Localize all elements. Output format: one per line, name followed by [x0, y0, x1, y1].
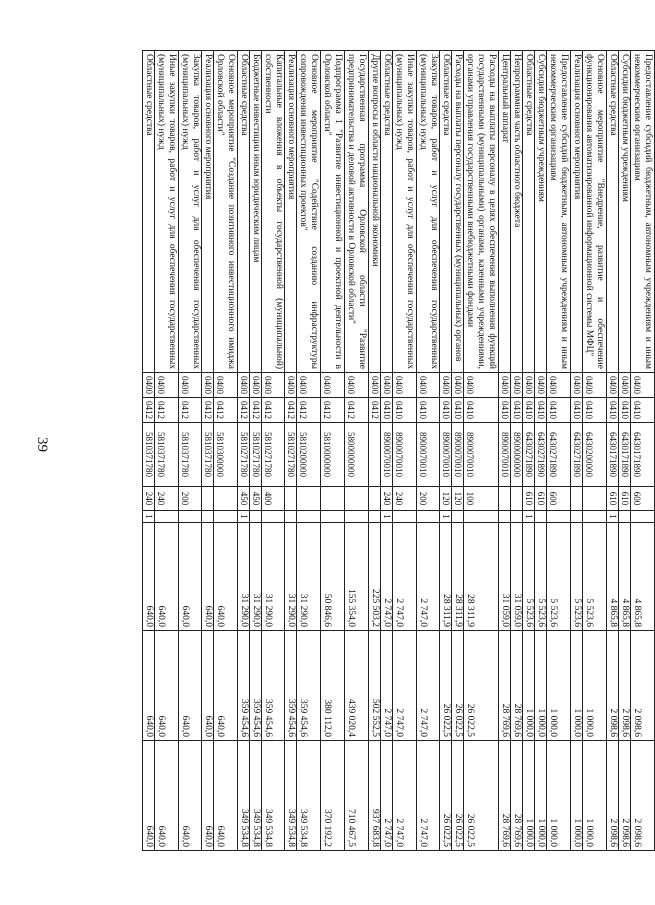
subsection-code: 0410: [631, 398, 655, 423]
source-mark: [452, 511, 464, 523]
table-row: [619, 51, 631, 851]
amount-year-1: 640,0: [155, 523, 179, 631]
target-article-code: 5810000000: [321, 423, 345, 487]
amount-year-2: 2 098,6: [631, 631, 655, 741]
amount-year-3: 349 534,8: [297, 741, 321, 851]
amount-year-3: 640,0: [202, 741, 214, 851]
amount-year-3: 370 192,2: [321, 741, 345, 851]
expense-type-code: 120: [440, 487, 452, 511]
row-name: Другие вопросы в области национальной экономики: [369, 51, 381, 373]
source-mark: [214, 511, 238, 523]
target-article-code: 6430271890: [547, 423, 571, 487]
amount-year-2: 640,0: [202, 631, 214, 741]
target-article-code: 8900070010: [417, 423, 440, 487]
table-row: [547, 51, 571, 851]
amount-year-2: 28 769,6: [511, 631, 523, 741]
section-code: 0400: [202, 373, 214, 398]
amount-year-1: 640,0: [202, 523, 214, 631]
target-article-code: 6430271890: [535, 423, 547, 487]
section-code: 0400: [381, 373, 393, 398]
row-name: Субсидии бюджетным учреждениям: [619, 51, 631, 373]
source-mark: [321, 511, 345, 523]
section-code: 0400: [393, 373, 417, 398]
section-code: 0400: [535, 373, 547, 398]
row-name: Государственная программа Орловской области "Развитие предпринимательства и деловой активности в Орловской области": [345, 51, 369, 373]
section-code: 0400: [297, 373, 321, 398]
row-name: Основное мероприятие "Создание позитивного инвестиционного имиджа Орловской области": [214, 51, 238, 373]
section-code: 0400: [143, 373, 155, 398]
amount-year-2: 28 769,6: [499, 631, 511, 741]
subsection-code: 0410: [440, 398, 452, 423]
source-mark: [262, 511, 285, 523]
expense-type-code: 450: [250, 487, 262, 511]
subsection-code: 0410: [464, 398, 499, 423]
table-row: [499, 51, 511, 851]
source-mark: [297, 511, 321, 523]
amount-year-3: 349 534,8: [238, 741, 250, 851]
rotated-page-area: [70, 50, 655, 850]
subsection-code: 0410: [452, 398, 464, 423]
amount-year-1: 4 865,8: [619, 523, 631, 631]
subsection-code: 0412: [345, 398, 369, 423]
expense-type-code: 120: [452, 487, 464, 511]
section-code: 0400: [547, 373, 571, 398]
target-article-code: 5810371780: [155, 423, 179, 487]
subsection-code: 0412: [285, 398, 297, 423]
amount-year-1: 640,0: [143, 523, 155, 631]
source-mark: [417, 511, 440, 523]
section-code: 0400: [571, 373, 583, 398]
amount-year-1: 5 523,6: [571, 523, 583, 631]
target-article-code: 8900070010: [381, 423, 393, 487]
target-article-code: 5810271780: [250, 423, 262, 487]
amount-year-1: 225 503,2: [369, 523, 381, 631]
subsection-code: 0410: [417, 398, 440, 423]
amount-year-2: 380 112,0: [321, 631, 345, 741]
source-mark: [547, 511, 571, 523]
amount-year-1: 28 311,9: [452, 523, 464, 631]
amount-year-2: 26 022,5: [452, 631, 464, 741]
subsection-code: 0410: [393, 398, 417, 423]
expense-type-code: 610: [535, 487, 547, 511]
page-number: 39: [34, 437, 50, 452]
table-row: [583, 51, 607, 851]
subsection-code: 0410: [511, 398, 523, 423]
amount-year-1: 50 846,6: [321, 523, 345, 631]
source-mark: [285, 511, 297, 523]
section-code: 0400: [417, 373, 440, 398]
source-mark: [345, 511, 369, 523]
subsection-code: 0410: [523, 398, 535, 423]
amount-year-3: 349 534,8: [262, 741, 285, 851]
table-row: [393, 51, 417, 851]
section-code: 0400: [238, 373, 250, 398]
source-mark: [250, 511, 262, 523]
source-mark: 1: [440, 511, 452, 523]
expense-type-code: [583, 487, 607, 511]
row-name: Центральный аппарат: [499, 51, 511, 373]
expense-type-code: [511, 487, 523, 511]
amount-year-2: 1 000,0: [571, 631, 583, 741]
subsection-code: 0410: [547, 398, 571, 423]
target-article-code: 6430171890: [607, 423, 619, 487]
expense-type-code: 240: [393, 487, 417, 511]
source-mark: 1: [238, 511, 250, 523]
section-code: 0400: [607, 373, 619, 398]
table-row: [452, 51, 464, 851]
amount-year-2: 359 454,6: [250, 631, 262, 741]
amount-year-2: 2 098,6: [607, 631, 619, 741]
amount-year-3: 2 098,6: [607, 741, 619, 851]
amount-year-3: 28 769,6: [499, 741, 511, 851]
expense-type-code: [285, 487, 297, 511]
table-row: [369, 51, 381, 851]
rotated-table-wrapper: [70, 50, 655, 850]
amount-year-2: 640,0: [214, 631, 238, 741]
row-name: Подпрограмма 1 "Развитие инвестиционной и проектной деятельности в Орловской области": [321, 51, 345, 373]
source-mark: [511, 511, 523, 523]
row-name: Реализация основного мероприятия: [285, 51, 297, 373]
amount-year-2: 1 000,0: [535, 631, 547, 741]
amount-year-2: 2 747,0: [381, 631, 393, 741]
amount-year-3: 2 098,6: [619, 741, 631, 851]
target-article-code: 8900070010: [499, 423, 511, 487]
amount-year-3: 26 022,5: [452, 741, 464, 851]
amount-year-1: 28 311,9: [440, 523, 452, 631]
amount-year-3: 937 683,8: [369, 741, 381, 851]
amount-year-3: 1 000,0: [523, 741, 535, 851]
table-row: [238, 51, 250, 851]
expense-type-code: 240: [381, 487, 393, 511]
target-article-code: 6430271890: [523, 423, 535, 487]
source-mark: [179, 511, 202, 523]
target-article-code: 5810271780: [238, 423, 250, 487]
expense-type-code: [297, 487, 321, 511]
row-name: Областные средства: [607, 51, 619, 373]
row-name: Непрограммная часть областного бюджета: [511, 51, 523, 373]
section-code: 0400: [321, 373, 345, 398]
amount-year-3: 2 747,0: [393, 741, 417, 851]
amount-year-3: 710 467,5: [345, 741, 369, 851]
row-name: Реализация основного мероприятия: [571, 51, 583, 373]
row-name: Иные закупки товаров, работ и услуг для обеспечения государственных (муниципальных) нужд: [393, 51, 417, 373]
expense-type-code: 200: [179, 487, 202, 511]
table-row: [202, 51, 214, 851]
row-name: Реализация основного мероприятия: [202, 51, 214, 373]
amount-year-2: 359 454,6: [285, 631, 297, 741]
source-mark: 1: [607, 511, 619, 523]
target-article-code: 5810371780: [143, 423, 155, 487]
amount-year-1: 5 523,6: [547, 523, 571, 631]
row-name: Закупка товаров, работ и услуг для обеспечения государственных (муниципальных) нужд: [179, 51, 202, 373]
target-article-code: 5810371780: [202, 423, 214, 487]
amount-year-1: 31 290,0: [285, 523, 297, 631]
table-row: [464, 51, 499, 851]
section-code: 0400: [440, 373, 452, 398]
row-name: Иные закупки товаров, работ и услуг для обеспечения государственных (муниципальных) нужд: [155, 51, 179, 373]
section-code: 0400: [523, 373, 535, 398]
amount-year-1: 155 354,0: [345, 523, 369, 631]
amount-year-3: 640,0: [155, 741, 179, 851]
row-name: Предоставление субсидий бюджетным, автономным учреждениям и иным некоммерческим организациям: [631, 51, 655, 373]
amount-year-3: 26 022,5: [440, 741, 452, 851]
source-mark: 1: [381, 511, 393, 523]
source-mark: [369, 511, 381, 523]
table-row: [250, 51, 262, 851]
table-row: [345, 51, 369, 851]
expense-type-code: [321, 487, 345, 511]
amount-year-1: 5 523,6: [523, 523, 535, 631]
amount-year-3: 349 534,8: [250, 741, 262, 851]
target-article-code: 5810300000: [214, 423, 238, 487]
source-mark: [464, 511, 499, 523]
section-code: 0400: [179, 373, 202, 398]
row-name: Областные средства: [523, 51, 535, 373]
target-article-code: 5810200000: [297, 423, 321, 487]
expense-type-code: 400: [262, 487, 285, 511]
amount-year-3: 2 747,0: [417, 741, 440, 851]
amount-year-2: 640,0: [143, 631, 155, 741]
section-code: 0400: [262, 373, 285, 398]
row-name: Предоставление субсидий бюджетным, автономным учреждениям и иным некоммерческим организациям: [547, 51, 571, 373]
subsection-code: 0410: [571, 398, 583, 423]
subsection-code: 0410: [535, 398, 547, 423]
row-name: Основное мероприятие "Внедрение, развитие и обеспечение функционирования автоматизированной информационной системы МФЦ": [583, 51, 607, 373]
amount-year-3: 640,0: [179, 741, 202, 851]
section-code: 0400: [619, 373, 631, 398]
expense-type-code: [499, 487, 511, 511]
target-article-code: 8900070010: [464, 423, 499, 487]
expense-type-code: [369, 487, 381, 511]
amount-year-3: 2 747,0: [381, 741, 393, 851]
source-mark: [583, 511, 607, 523]
expense-type-code: 240: [143, 487, 155, 511]
row-name: Областные средства: [381, 51, 393, 373]
amount-year-3: 640,0: [214, 741, 238, 851]
amount-year-1: 31 059,0: [511, 523, 523, 631]
amount-year-1: 640,0: [214, 523, 238, 631]
amount-year-1: 5 523,6: [583, 523, 607, 631]
subsection-code: 0412: [321, 398, 345, 423]
row-name: Капитальные вложения в объекты государственной (муниципальной) собственности: [262, 51, 285, 373]
subsection-code: 0412: [369, 398, 381, 423]
target-article-code: 5810271780: [262, 423, 285, 487]
target-article-code: 6430200000: [583, 423, 607, 487]
amount-year-1: 2 747,0: [381, 523, 393, 631]
table-row: [607, 51, 619, 851]
section-code: 0400: [285, 373, 297, 398]
expense-type-code: [202, 487, 214, 511]
expense-type-code: 600: [631, 487, 655, 511]
expense-type-code: [214, 487, 238, 511]
row-name: Основное мероприятие "Содействие созданию инфраструктуры сопровождения инвестиционных проектов": [297, 51, 321, 373]
expense-type-code: 600: [547, 487, 571, 511]
row-name: Областные средства: [238, 51, 250, 373]
subsection-code: 0412: [202, 398, 214, 423]
expense-type-code: 610: [607, 487, 619, 511]
amount-year-3: 1 000,0: [571, 741, 583, 851]
table-row: [285, 51, 297, 851]
amount-year-1: 5 523,6: [535, 523, 547, 631]
target-article-code: 5810271780: [285, 423, 297, 487]
subsection-code: 0412: [179, 398, 202, 423]
row-name: Закупка товаров, работ и услуг для обеспечения государственных (муниципальных) нужд: [417, 51, 440, 373]
subsection-code: 0410: [583, 398, 607, 423]
expense-type-code: 200: [417, 487, 440, 511]
subsection-code: 0412: [143, 398, 155, 423]
subsection-code: 0410: [607, 398, 619, 423]
amount-year-1: 31 290,0: [250, 523, 262, 631]
amount-year-3: 1 000,0: [547, 741, 571, 851]
subsection-code: 0412: [214, 398, 238, 423]
expense-type-code: 450: [238, 487, 250, 511]
section-code: 0400: [345, 373, 369, 398]
table-row: [262, 51, 285, 851]
amount-year-2: 640,0: [179, 631, 202, 741]
table-row: [155, 51, 179, 851]
expense-type-code: 610: [619, 487, 631, 511]
amount-year-3: 26 022,5: [464, 741, 499, 851]
subsection-code: 0412: [155, 398, 179, 423]
amount-year-3: 1 000,0: [583, 741, 607, 851]
source-mark: [499, 511, 511, 523]
amount-year-3: 2 098,6: [631, 741, 655, 851]
subsection-code: 0412: [297, 398, 321, 423]
amount-year-1: 31 290,0: [297, 523, 321, 631]
source-mark: 1: [523, 511, 535, 523]
amount-year-3: 349 534,8: [285, 741, 297, 851]
expense-type-code: 610: [523, 487, 535, 511]
section-code: 0400: [631, 373, 655, 398]
table-row: [297, 51, 321, 851]
target-article-code: 8900070010: [452, 423, 464, 487]
table-row: [417, 51, 440, 851]
table-row: [511, 51, 523, 851]
table-row: [631, 51, 655, 851]
target-article-code: 6430171890: [619, 423, 631, 487]
amount-year-1: 31 290,0: [262, 523, 285, 631]
section-code: 0400: [369, 373, 381, 398]
amount-year-2: 2 098,6: [619, 631, 631, 741]
budget-table-body: [143, 51, 655, 851]
table-row: [321, 51, 345, 851]
subsection-code: 0412: [250, 398, 262, 423]
row-name: Расходы на выплаты персоналу в целях обеспечения выполнения функций государственными (муниципальными) органами, казенными учреждениями, органами управления государственными внебюджетными фондами: [464, 51, 499, 373]
target-article-code: [369, 423, 381, 487]
budget-table: [142, 50, 655, 851]
table-row: [535, 51, 547, 851]
row-name: Расходы на выплаты персоналу государственных (муниципальных) органов: [452, 51, 464, 373]
section-code: 0400: [464, 373, 499, 398]
expense-type-code: [571, 487, 583, 511]
row-name: Областные средства: [143, 51, 155, 373]
target-article-code: 8900070010: [393, 423, 417, 487]
table-row: [440, 51, 452, 851]
expense-type-code: [345, 487, 369, 511]
target-article-code: 6430171890: [631, 423, 655, 487]
amount-year-2: 2 747,0: [417, 631, 440, 741]
expense-type-code: 240: [155, 487, 179, 511]
source-mark: [535, 511, 547, 523]
row-name: Субсидии бюджетным учреждениям: [535, 51, 547, 373]
source-mark: [202, 511, 214, 523]
amount-year-2: 502 552,5: [369, 631, 381, 741]
target-article-code: 5810371780: [179, 423, 202, 487]
amount-year-1: 28 311,9: [464, 523, 499, 631]
section-code: 0400: [250, 373, 262, 398]
source-mark: [631, 511, 655, 523]
source-mark: [571, 511, 583, 523]
table-row: [571, 51, 583, 851]
source-mark: 1: [143, 511, 155, 523]
expense-type-code: 100: [464, 487, 499, 511]
section-code: 0400: [214, 373, 238, 398]
amount-year-2: 359 454,6: [262, 631, 285, 741]
amount-year-2: 359 454,6: [238, 631, 250, 741]
target-article-code: 6430271890: [571, 423, 583, 487]
table-row: [523, 51, 535, 851]
section-code: 0400: [583, 373, 607, 398]
section-code: 0400: [452, 373, 464, 398]
amount-year-3: 640,0: [143, 741, 155, 851]
amount-year-1: 4 865,8: [631, 523, 655, 631]
amount-year-1: 31 059,0: [499, 523, 511, 631]
row-name: Бюджетные инвестиции иным юридическим лицам: [250, 51, 262, 373]
amount-year-2: 26 022,5: [440, 631, 452, 741]
amount-year-1: 4 865,8: [607, 523, 619, 631]
subsection-code: 0410: [619, 398, 631, 423]
amount-year-1: 31 290,0: [238, 523, 250, 631]
subsection-code: 0410: [499, 398, 511, 423]
amount-year-2: 1 000,0: [583, 631, 607, 741]
section-code: 0400: [155, 373, 179, 398]
row-name: Областные средства: [440, 51, 452, 373]
target-article-code: 5800000000: [345, 423, 369, 487]
table-row: [381, 51, 393, 851]
amount-year-3: 28 769,6: [511, 741, 523, 851]
subsection-code: 0412: [238, 398, 250, 423]
amount-year-2: 2 747,0: [393, 631, 417, 741]
amount-year-3: 1 000,0: [535, 741, 547, 851]
amount-year-2: 439 020,4: [345, 631, 369, 741]
source-mark: [393, 511, 417, 523]
table-row: [214, 51, 238, 851]
amount-year-2: 359 454,6: [297, 631, 321, 741]
section-code: 0400: [499, 373, 511, 398]
amount-year-1: 640,0: [179, 523, 202, 631]
amount-year-2: 1 000,0: [523, 631, 535, 741]
source-mark: [619, 511, 631, 523]
amount-year-1: 2 747,0: [417, 523, 440, 631]
target-article-code: 8900000000: [511, 423, 523, 487]
target-article-code: 8900070010: [440, 423, 452, 487]
amount-year-2: 640,0: [155, 631, 179, 741]
source-mark: [155, 511, 179, 523]
subsection-code: 0412: [262, 398, 285, 423]
amount-year-1: 2 747,0: [393, 523, 417, 631]
table-row: [179, 51, 202, 851]
subsection-code: 0410: [381, 398, 393, 423]
table-row: [143, 51, 155, 851]
amount-year-2: 1 000,0: [547, 631, 571, 741]
amount-year-2: 26 022,5: [464, 631, 499, 741]
section-code: 0400: [511, 373, 523, 398]
